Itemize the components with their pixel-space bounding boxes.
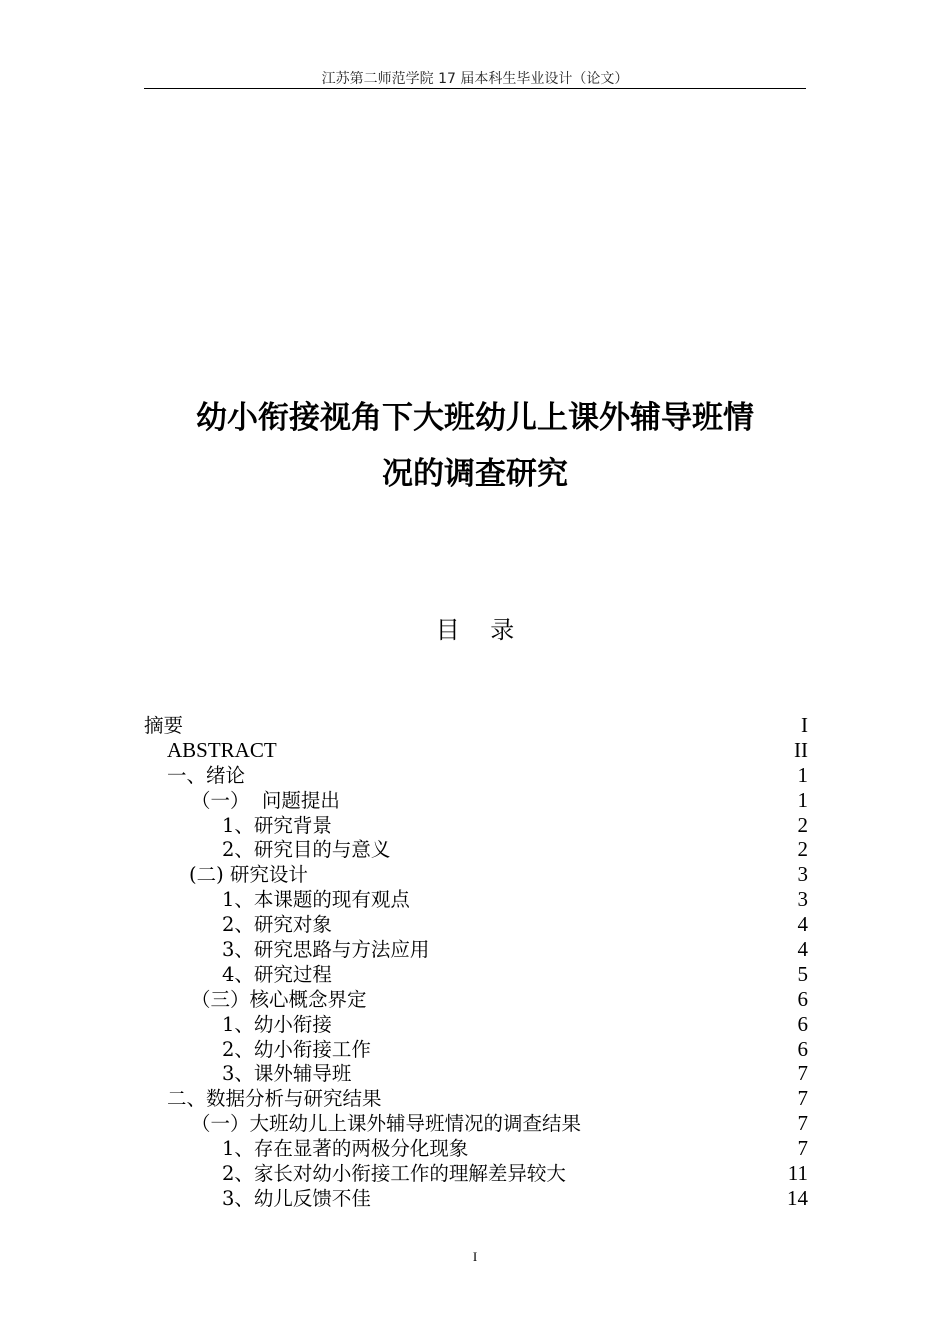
page-number: I xyxy=(472,1249,478,1264)
toc-entry-page: 11 xyxy=(787,1161,808,1186)
toc-entry-page: 4 xyxy=(797,937,808,962)
toc-entry-page: 2 xyxy=(797,812,808,837)
toc-entry[interactable] xyxy=(144,788,808,813)
toc-entry-page: 2 xyxy=(797,837,808,862)
toc-entry[interactable] xyxy=(144,987,808,1012)
toc-entry-label: 一、绪论 xyxy=(167,763,246,787)
toc-entry-page: 3 xyxy=(797,887,808,912)
toc-entry[interactable] xyxy=(144,837,808,862)
toc-entry-label: (二) 研究设计 xyxy=(189,863,308,887)
toc-entry-label: 2、研究目的与意义 xyxy=(222,838,391,862)
toc-entry-label: 1、本课题的现有观点 xyxy=(222,888,410,912)
toc-entry[interactable] xyxy=(144,1037,808,1062)
toc-entry[interactable] xyxy=(144,763,808,788)
toc-entry-label: 二、数据分析与研究结果 xyxy=(167,1087,382,1111)
toc-entry[interactable] xyxy=(144,1012,808,1037)
toc-entry-label: 3、研究思路与方法应用 xyxy=(222,938,430,962)
toc-entry-label: 1、存在显著的两极分化现象 xyxy=(222,1137,469,1161)
toc-entry-page: 6 xyxy=(797,1011,808,1036)
toc-entry-page: 3 xyxy=(797,862,808,887)
toc-entry[interactable] xyxy=(144,887,808,912)
toc-entry-label: （一） 问题提出 xyxy=(191,788,340,812)
toc-entry-page: II xyxy=(794,737,808,762)
toc-entry[interactable] xyxy=(144,1111,808,1136)
thesis-title-line-2: 况的调查研究 xyxy=(382,456,568,492)
toc-entry-label: 2、研究对象 xyxy=(222,913,332,937)
toc-entry-page: 7 xyxy=(797,1111,808,1136)
toc-entry[interactable] xyxy=(144,962,808,987)
toc-entry-page: 1 xyxy=(797,762,808,787)
toc-entry[interactable] xyxy=(144,937,808,962)
toc-entry-page: 7 xyxy=(797,1061,808,1086)
toc-entry-label: 2、幼小衔接工作 xyxy=(222,1037,371,1061)
toc-entry-page: 1 xyxy=(797,787,808,812)
toc-entry-label: （三）核心概念界定 xyxy=(191,987,367,1011)
toc-entry-label: 2、家长对幼小衔接工作的理解差异较大 xyxy=(222,1162,566,1186)
toc-entry[interactable] xyxy=(144,1061,808,1086)
toc-entry-page: 6 xyxy=(797,986,808,1011)
toc-entry[interactable] xyxy=(144,713,808,738)
page-header: 江苏第二师范学院 17 届本科生毕业设计（论文） xyxy=(321,71,629,87)
toc-entry-page: 5 xyxy=(797,961,808,986)
thesis-title xyxy=(144,390,806,502)
toc-entry[interactable] xyxy=(144,1136,808,1161)
toc-entry-label: 1、研究背景 xyxy=(222,813,332,837)
toc-heading: 目 录 xyxy=(435,616,515,644)
toc-entry[interactable] xyxy=(144,1186,808,1211)
toc-entry-page: 6 xyxy=(797,1036,808,1061)
toc-entry-label: 4、研究过程 xyxy=(222,962,332,986)
toc-entry-label: 摘要 xyxy=(144,714,184,737)
toc-entry-page: 4 xyxy=(797,912,808,937)
toc-entry-label: （一）大班幼儿上课外辅导班情况的调查结果 xyxy=(191,1112,582,1136)
toc-entry-page: 14 xyxy=(787,1185,808,1210)
table-of-contents xyxy=(144,713,808,1211)
toc-entry-label: 3、课外辅导班 xyxy=(222,1062,352,1086)
toc-entry-page: 7 xyxy=(797,1136,808,1161)
toc-entry-label: 1、幼小衔接 xyxy=(222,1012,332,1036)
toc-entry[interactable] xyxy=(144,813,808,838)
toc-entry[interactable] xyxy=(144,862,808,887)
toc-entry-label: ABSTRACT xyxy=(167,737,277,762)
toc-entry[interactable] xyxy=(144,1161,808,1186)
header-rule xyxy=(144,88,806,89)
toc-entry-page: I xyxy=(801,713,808,737)
toc-entry[interactable] xyxy=(144,1086,808,1111)
toc-entry-page: 7 xyxy=(797,1086,808,1111)
toc-entry-label: 3、幼儿反馈不佳 xyxy=(222,1186,371,1210)
toc-entry[interactable] xyxy=(144,738,808,763)
thesis-title-line-1: 幼小衔接视角下大班幼儿上课外辅导班情 xyxy=(196,400,754,436)
toc-entry[interactable] xyxy=(144,912,808,937)
